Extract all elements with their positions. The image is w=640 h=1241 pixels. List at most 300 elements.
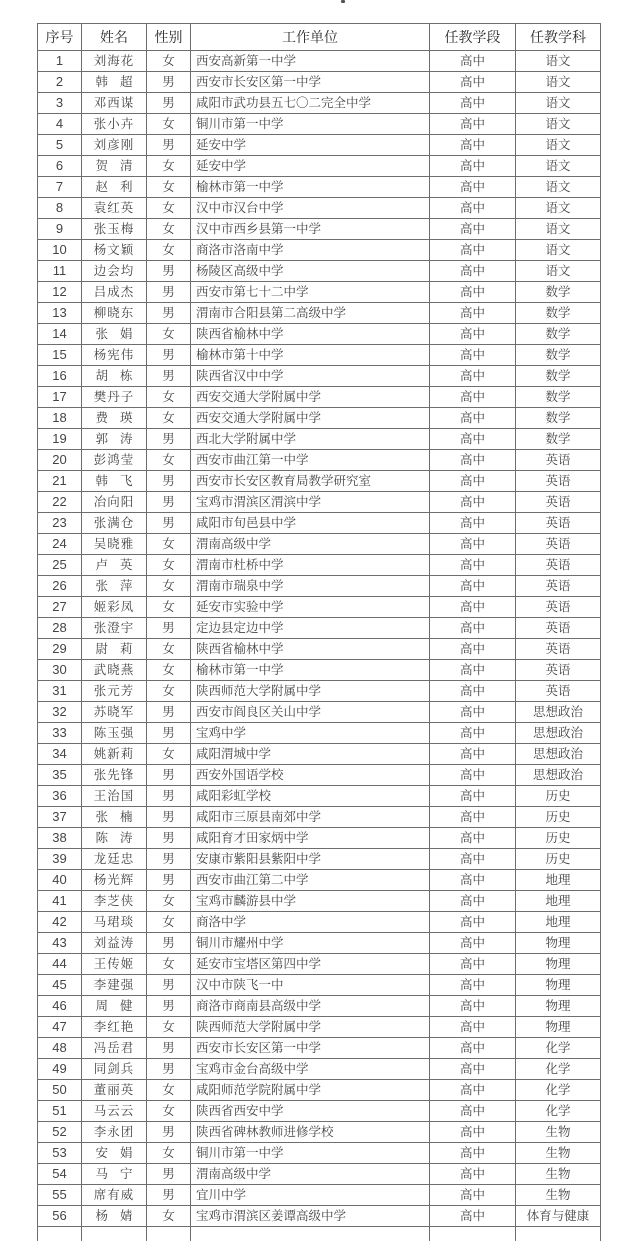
table-row: [38, 912, 601, 933]
cell-stage: 高中: [430, 135, 516, 156]
cell-subject: 英语: [516, 639, 601, 660]
cell-unit: 宝鸡市渭滨区姜谭高级中学: [191, 1206, 430, 1227]
cell-name: 张小卉: [82, 114, 147, 135]
cell-subject: 语文: [516, 114, 601, 135]
cell-no: 32: [38, 702, 82, 723]
cell-no: 42: [38, 912, 82, 933]
table-row: [38, 891, 601, 912]
cell-stage: 高中: [430, 408, 516, 429]
cell-unit: 西北大学附属中学: [191, 429, 430, 450]
table-row: [38, 723, 601, 744]
cell-gender: 男: [147, 618, 191, 639]
table-row: [38, 366, 601, 387]
cell-gender: 女: [147, 1080, 191, 1101]
cell-gender: 男: [147, 702, 191, 723]
table-row: [38, 345, 601, 366]
cell-unit: 渭南市瑞泉中学: [191, 576, 430, 597]
cell-empty: [516, 1227, 601, 1241]
cell-name: 陈涛: [82, 828, 147, 849]
cell-stage: 高中: [430, 240, 516, 261]
cell-subject: 历史: [516, 786, 601, 807]
cell-unit: 咸阳师范学院附属中学: [191, 1080, 430, 1101]
cell-gender: 男: [147, 1038, 191, 1059]
table-row: [38, 51, 601, 72]
cell-stage: 高中: [430, 387, 516, 408]
cell-unit: 定边县定边中学: [191, 618, 430, 639]
cell-no: 26: [38, 576, 82, 597]
cell-subject: 化学: [516, 1101, 601, 1122]
cell-unit: 西安市长安区教育局教学研究室: [191, 471, 430, 492]
header-subject: 任教学科: [516, 24, 601, 51]
cell-gender: 男: [147, 366, 191, 387]
cell-subject: 语文: [516, 198, 601, 219]
cell-empty: [82, 1227, 147, 1241]
cell-name: 张满仓: [82, 513, 147, 534]
table-row: [38, 1101, 601, 1122]
cell-name: 费瑛: [82, 408, 147, 429]
cell-stage: 高中: [430, 975, 516, 996]
cell-subject: 数学: [516, 387, 601, 408]
cell-no: 37: [38, 807, 82, 828]
cell-subject: 生物: [516, 1143, 601, 1164]
title-fragment: [341, 0, 345, 3]
cell-stage: 高中: [430, 198, 516, 219]
cell-name: 郭涛: [82, 429, 147, 450]
cell-no: 18: [38, 408, 82, 429]
cell-no: 15: [38, 345, 82, 366]
cell-unit: 西安市阎良区关山中学: [191, 702, 430, 723]
cell-no: 6: [38, 156, 82, 177]
cell-subject: 英语: [516, 450, 601, 471]
cell-gender: 男: [147, 933, 191, 954]
cell-gender: 男: [147, 345, 191, 366]
cell-subject: 化学: [516, 1059, 601, 1080]
teacher-roster-table: [37, 23, 601, 1241]
table-row: [38, 639, 601, 660]
cell-unit: 宝鸡市渭滨区渭滨中学: [191, 492, 430, 513]
cell-gender: 男: [147, 1059, 191, 1080]
cell-name: 张澄宇: [82, 618, 147, 639]
cell-unit: 陕西省西安中学: [191, 1101, 430, 1122]
cell-subject: 语文: [516, 240, 601, 261]
cell-name: 杨光辉: [82, 870, 147, 891]
cell-no: 40: [38, 870, 82, 891]
cell-gender: 男: [147, 807, 191, 828]
table-row: [38, 177, 601, 198]
cell-stage: 高中: [430, 303, 516, 324]
cell-name: 杨文颖: [82, 240, 147, 261]
cell-gender: 女: [147, 51, 191, 72]
cell-gender: 男: [147, 828, 191, 849]
cell-no: 53: [38, 1143, 82, 1164]
cell-stage: 高中: [430, 177, 516, 198]
cell-gender: 男: [147, 1185, 191, 1206]
cell-gender: 女: [147, 1017, 191, 1038]
cell-no: 16: [38, 366, 82, 387]
cell-unit: 铜川市第一中学: [191, 114, 430, 135]
table-row: [38, 135, 601, 156]
table-row: [38, 996, 601, 1017]
cell-unit: 铜川市耀州中学: [191, 933, 430, 954]
cell-name: 马云云: [82, 1101, 147, 1122]
table-row: [38, 681, 601, 702]
cell-subject: 历史: [516, 807, 601, 828]
cell-unit: 咸阳渭城中学: [191, 744, 430, 765]
cell-no: 43: [38, 933, 82, 954]
cell-no: 41: [38, 891, 82, 912]
table-row: [38, 492, 601, 513]
table-row: [38, 450, 601, 471]
cell-gender: 男: [147, 723, 191, 744]
cell-stage: 高中: [430, 219, 516, 240]
cell-unit: 渭南市合阳县第二高级中学: [191, 303, 430, 324]
cell-stage: 高中: [430, 492, 516, 513]
cell-name: 杨婧: [82, 1206, 147, 1227]
cell-stage: 高中: [430, 933, 516, 954]
table-row: [38, 324, 601, 345]
cell-stage: 高中: [430, 723, 516, 744]
table-row: [38, 954, 601, 975]
cell-subject: 生物: [516, 1185, 601, 1206]
cell-subject: 历史: [516, 828, 601, 849]
table-row: [38, 849, 601, 870]
cell-stage: 高中: [430, 1185, 516, 1206]
cell-name: 吕成杰: [82, 282, 147, 303]
cell-no: 54: [38, 1164, 82, 1185]
cell-subject: 语文: [516, 261, 601, 282]
cell-empty: [38, 1227, 82, 1241]
cell-stage: 高中: [430, 555, 516, 576]
cell-stage: 高中: [430, 1080, 516, 1101]
cell-name: 贺清: [82, 156, 147, 177]
cell-no: 28: [38, 618, 82, 639]
table-row: [38, 1185, 601, 1206]
cell-name: 周健: [82, 996, 147, 1017]
cell-stage: 高中: [430, 912, 516, 933]
cell-gender: 女: [147, 744, 191, 765]
cell-stage: 高中: [430, 702, 516, 723]
cell-no: 51: [38, 1101, 82, 1122]
table-row: [38, 870, 601, 891]
cell-stage: 高中: [430, 1122, 516, 1143]
cell-stage: 高中: [430, 513, 516, 534]
cell-unit: 宝鸡市金台高级中学: [191, 1059, 430, 1080]
cell-stage: 高中: [430, 744, 516, 765]
cell-no: 14: [38, 324, 82, 345]
cell-subject: 地理: [516, 912, 601, 933]
cell-name: 张楠: [82, 807, 147, 828]
cell-stage: 高中: [430, 1101, 516, 1122]
cell-unit: 铜川市第一中学: [191, 1143, 430, 1164]
cell-gender: 女: [147, 387, 191, 408]
cell-subject: 化学: [516, 1038, 601, 1059]
cell-no: 22: [38, 492, 82, 513]
cell-stage: 高中: [430, 660, 516, 681]
cell-gender: 女: [147, 534, 191, 555]
cell-stage: 高中: [430, 807, 516, 828]
cell-gender: 女: [147, 114, 191, 135]
cell-unit: 商洛市洛南中学: [191, 240, 430, 261]
cell-no: 34: [38, 744, 82, 765]
table-row: [38, 975, 601, 996]
cell-unit: 宝鸡中学: [191, 723, 430, 744]
cell-no: 33: [38, 723, 82, 744]
cell-stage: 高中: [430, 450, 516, 471]
cell-stage: 高中: [430, 114, 516, 135]
cell-stage: 高中: [430, 891, 516, 912]
cell-subject: 语文: [516, 135, 601, 156]
table-row: [38, 156, 601, 177]
cell-no: 19: [38, 429, 82, 450]
cell-gender: 女: [147, 1143, 191, 1164]
table-row: [38, 660, 601, 681]
cell-stage: 高中: [430, 534, 516, 555]
table-row: [38, 387, 601, 408]
cell-subject: 地理: [516, 891, 601, 912]
cell-stage: 高中: [430, 576, 516, 597]
cell-name: 王治国: [82, 786, 147, 807]
cell-name: 刘益涛: [82, 933, 147, 954]
cell-unit: 咸阳彩虹学校: [191, 786, 430, 807]
cell-no: 31: [38, 681, 82, 702]
cell-unit: 渭南高级中学: [191, 534, 430, 555]
cell-subject: 英语: [516, 681, 601, 702]
cell-empty: [147, 1227, 191, 1241]
cell-stage: 高中: [430, 639, 516, 660]
table-row: [38, 576, 601, 597]
cell-unit: 陕西省榆林中学: [191, 324, 430, 345]
cell-subject: 英语: [516, 492, 601, 513]
cell-subject: 数学: [516, 429, 601, 450]
cell-no: 27: [38, 597, 82, 618]
cell-unit: 咸阳育才田家炳中学: [191, 828, 430, 849]
cell-stage: 高中: [430, 681, 516, 702]
cell-name: 邓西谋: [82, 93, 147, 114]
cell-gender: 男: [147, 492, 191, 513]
cell-name: 尉莉: [82, 639, 147, 660]
cell-unit: 西安市第七十二中学: [191, 282, 430, 303]
cell-no: 20: [38, 450, 82, 471]
cell-unit: 陕西省汉中中学: [191, 366, 430, 387]
cell-gender: 女: [147, 177, 191, 198]
cell-subject: 英语: [516, 534, 601, 555]
cell-stage: 高中: [430, 1059, 516, 1080]
cell-stage: 高中: [430, 471, 516, 492]
cell-subject: 地理: [516, 870, 601, 891]
cell-unit: 延安市宝塔区第四中学: [191, 954, 430, 975]
cell-subject: 思想政治: [516, 723, 601, 744]
header-row: [38, 24, 601, 51]
cell-subject: 数学: [516, 366, 601, 387]
cell-gender: 女: [147, 597, 191, 618]
cell-subject: 生物: [516, 1164, 601, 1185]
cell-gender: 女: [147, 891, 191, 912]
cell-no: 48: [38, 1038, 82, 1059]
table-row: [38, 1038, 601, 1059]
header-gender: 性别: [147, 24, 191, 51]
cell-subject: 历史: [516, 849, 601, 870]
cell-stage: 高中: [430, 1017, 516, 1038]
table-row: [38, 933, 601, 954]
cell-subject: 化学: [516, 1080, 601, 1101]
cell-subject: 语文: [516, 93, 601, 114]
header-name: 姓名: [82, 24, 147, 51]
cell-name: 王传姬: [82, 954, 147, 975]
table-row: [38, 744, 601, 765]
cell-gender: 男: [147, 303, 191, 324]
cell-unit: 宜川中学: [191, 1185, 430, 1206]
table-row: [38, 72, 601, 93]
cell-name: 胡栋: [82, 366, 147, 387]
cell-unit: 西安高新第一中学: [191, 51, 430, 72]
cell-stage: 高中: [430, 870, 516, 891]
cell-name: 樊丹子: [82, 387, 147, 408]
cell-unit: 延安中学: [191, 135, 430, 156]
cell-empty: [191, 1227, 430, 1241]
cell-no: 8: [38, 198, 82, 219]
cell-no: 9: [38, 219, 82, 240]
cell-unit: 汉中市汉台中学: [191, 198, 430, 219]
table-body: [38, 51, 601, 1241]
cell-gender: 女: [147, 681, 191, 702]
cell-subject: 英语: [516, 597, 601, 618]
cell-gender: 女: [147, 219, 191, 240]
table-row: [38, 1206, 601, 1227]
cell-gender: 女: [147, 324, 191, 345]
cell-subject: 思想政治: [516, 765, 601, 786]
cell-subject: 物理: [516, 975, 601, 996]
cell-gender: 男: [147, 1164, 191, 1185]
cell-stage: 高中: [430, 51, 516, 72]
header-stage: 任教学段: [430, 24, 516, 51]
cell-no: 5: [38, 135, 82, 156]
cell-no: 55: [38, 1185, 82, 1206]
table-row: [38, 408, 601, 429]
cell-name: 姬彩凤: [82, 597, 147, 618]
header-no: 序号: [38, 24, 82, 51]
cell-subject: 数学: [516, 282, 601, 303]
cell-subject: 物理: [516, 933, 601, 954]
cell-unit: 渭南高级中学: [191, 1164, 430, 1185]
table-row: [38, 786, 601, 807]
cell-subject: 英语: [516, 513, 601, 534]
table-row: [38, 555, 601, 576]
cell-unit: 咸阳市旬邑县中学: [191, 513, 430, 534]
cell-unit: 延安中学: [191, 156, 430, 177]
cell-no: 12: [38, 282, 82, 303]
cell-subject: 思想政治: [516, 744, 601, 765]
cell-name: 同剑兵: [82, 1059, 147, 1080]
table-row: [38, 702, 601, 723]
cell-stage: 高中: [430, 282, 516, 303]
cell-subject: 语文: [516, 219, 601, 240]
table-row: [38, 1080, 601, 1101]
cell-name: 刘彦刚: [82, 135, 147, 156]
cell-stage: 高中: [430, 1038, 516, 1059]
cell-subject: 数学: [516, 345, 601, 366]
cell-no: 45: [38, 975, 82, 996]
cell-no: 49: [38, 1059, 82, 1080]
cell-subject: 物理: [516, 996, 601, 1017]
cell-stage: 高中: [430, 429, 516, 450]
cell-stage: 高中: [430, 786, 516, 807]
cell-gender: 男: [147, 849, 191, 870]
table-row: [38, 597, 601, 618]
cell-subject: 英语: [516, 555, 601, 576]
cell-gender: 女: [147, 240, 191, 261]
table-row: [38, 303, 601, 324]
cell-gender: 女: [147, 1206, 191, 1227]
cell-subject: 体育与健康: [516, 1206, 601, 1227]
cell-unit: 西安交通大学附属中学: [191, 408, 430, 429]
cell-subject: 英语: [516, 576, 601, 597]
cell-stage: 高中: [430, 345, 516, 366]
cell-gender: 女: [147, 576, 191, 597]
cell-unit: 榆林市第十中学: [191, 345, 430, 366]
cell-unit: 榆林市第一中学: [191, 660, 430, 681]
table-row: [38, 513, 601, 534]
cell-unit: 咸阳市武功县五七〇二完全中学: [191, 93, 430, 114]
cell-no: 11: [38, 261, 82, 282]
cell-unit: 陕西省榆林中学: [191, 639, 430, 660]
cell-no: 24: [38, 534, 82, 555]
cell-gender: 女: [147, 1101, 191, 1122]
cell-unit: 商洛中学: [191, 912, 430, 933]
table-row-cutoff: [38, 1227, 601, 1241]
cell-no: 2: [38, 72, 82, 93]
cell-subject: 语文: [516, 156, 601, 177]
cell-unit: 商洛市商南县高级中学: [191, 996, 430, 1017]
cell-stage: 高中: [430, 1164, 516, 1185]
cell-stage: 高中: [430, 72, 516, 93]
cell-gender: 女: [147, 639, 191, 660]
cell-name: 李芝侠: [82, 891, 147, 912]
cell-gender: 女: [147, 198, 191, 219]
cell-name: 吴晓雅: [82, 534, 147, 555]
cell-no: 44: [38, 954, 82, 975]
cell-no: 30: [38, 660, 82, 681]
cell-name: 袁红英: [82, 198, 147, 219]
cell-gender: 男: [147, 975, 191, 996]
cell-gender: 男: [147, 261, 191, 282]
cell-unit: 西安交通大学附属中学: [191, 387, 430, 408]
cell-name: 董丽英: [82, 1080, 147, 1101]
cell-name: 李永团: [82, 1122, 147, 1143]
cell-stage: 高中: [430, 1206, 516, 1227]
cell-unit: 陕西师范大学附属中学: [191, 1017, 430, 1038]
cell-unit: 杨陵区高级中学: [191, 261, 430, 282]
cell-unit: 陕西师范大学附属中学: [191, 681, 430, 702]
cell-gender: 女: [147, 408, 191, 429]
cell-name: 龙廷忠: [82, 849, 147, 870]
cell-no: 56: [38, 1206, 82, 1227]
cell-subject: 语文: [516, 177, 601, 198]
table-row: [38, 429, 601, 450]
table-row: [38, 198, 601, 219]
cell-name: 武晓燕: [82, 660, 147, 681]
table-row: [38, 261, 601, 282]
cell-name: 卢英: [82, 555, 147, 576]
cell-no: 38: [38, 828, 82, 849]
cell-gender: 女: [147, 954, 191, 975]
cell-name: 马珺琰: [82, 912, 147, 933]
cell-name: 冯岳君: [82, 1038, 147, 1059]
cell-name: 席有威: [82, 1185, 147, 1206]
cell-stage: 高中: [430, 849, 516, 870]
cell-gender: 男: [147, 93, 191, 114]
cell-stage: 高中: [430, 93, 516, 114]
cell-gender: 男: [147, 870, 191, 891]
